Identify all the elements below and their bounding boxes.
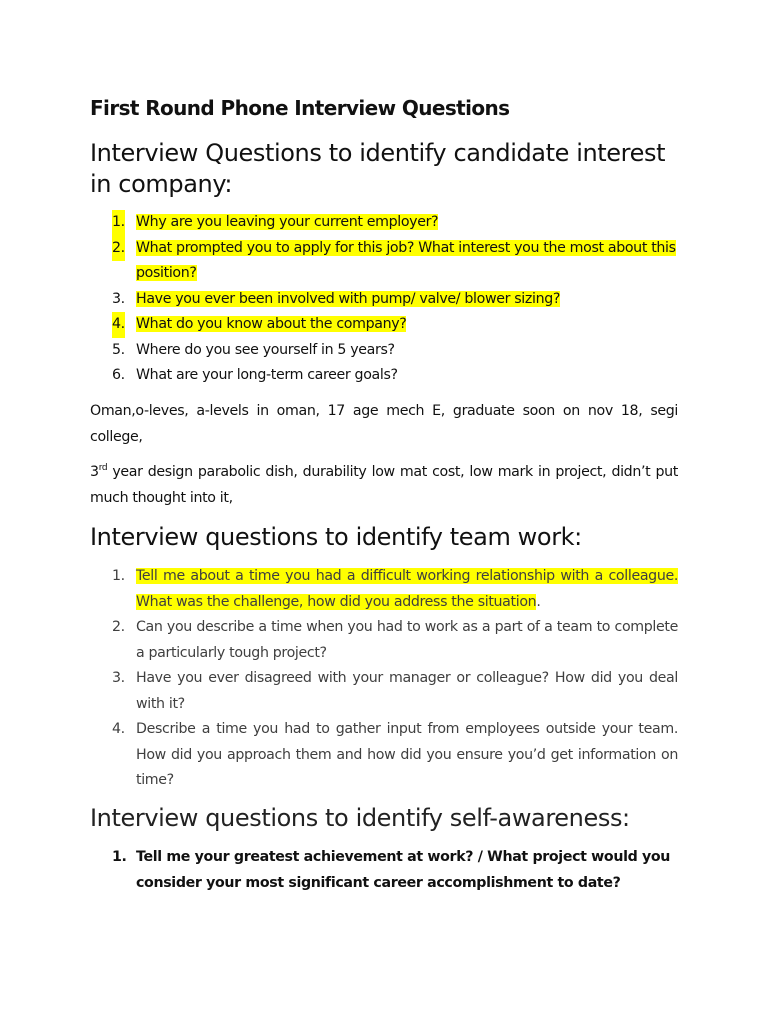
list-number: 2. [112,619,125,635]
list-number: 1. [112,210,125,236]
list-number: 1. [112,568,125,584]
note-ordinal-suffix: rd [98,463,108,473]
question-text: Have you ever disagreed with your manager or colleague? How did you deal with it? [136,670,678,712]
section-heading-candidate-interest: Interview Questions to identify candidate interest in company: [90,139,666,198]
list-number: 5. [112,341,125,358]
list-item [90,312,678,338]
list-item [90,363,678,389]
list-item [90,717,678,794]
list-number: 1. [112,849,127,865]
list-number: 4. [112,721,125,737]
team-work-list [90,564,678,794]
list-item [90,338,678,364]
self-awareness-list [90,845,678,896]
question-text: Why are you leaving your current employer? [136,214,439,230]
section-heading-team-work: Interview questions to identify team work: [90,523,582,551]
list-item [90,287,678,313]
interview-note-background: Oman,o-leves, a-levels in oman, 17 age mech E, graduate soon on nov 18, segi college, [90,403,678,445]
candidate-interest-list [90,210,678,389]
list-item [90,845,678,896]
question-trailing-period: . [536,593,541,610]
section-heading-self-awareness: Interview questions to identify self-awareness: [90,804,630,832]
interview-note-project [90,460,678,511]
question-text: Where do you see yourself in 5 years? [136,341,395,358]
list-number: 3. [112,670,125,686]
list-item [90,615,678,666]
question-text: What prompted you to apply for this job? What interest you the most about this position? [136,239,676,281]
list-number: 6. [112,367,125,383]
list-number: 2. [112,236,125,262]
list-item [90,564,678,615]
question-text: Have you ever been involved with pump/ valve/ blower sizing? [136,290,561,307]
note-text: year design parabolic dish, durability low mat cost, low mark in project, didn’t put much thought into it, [90,464,678,506]
question-text: Can you describe a time when you had to work as a part of a team to complete a particularly tough project? [136,619,678,661]
question-text: Tell me your greatest achievement at work? / What project would you consider your most significant career accomplishment to date? [136,849,671,891]
note-ordinal: 3 [90,464,99,480]
document-title: First Round Phone Interview Questions [90,96,510,120]
question-text: Tell me about a time you had a difficult working relationship with a colleague. What was the challenge, how did you address the situation [136,568,678,610]
list-item [90,666,678,717]
question-text: What are your long-term career goals? [136,367,398,383]
question-text: Describe a time you had to gather input from employees outside your team. How did you approach them and how did you ensure you’d get information on time? [136,721,678,788]
question-text: What do you know about the company? [136,316,407,332]
list-item [90,210,678,236]
list-item [90,236,678,287]
list-number: 3. [112,290,125,307]
list-number: 4. [112,312,125,338]
